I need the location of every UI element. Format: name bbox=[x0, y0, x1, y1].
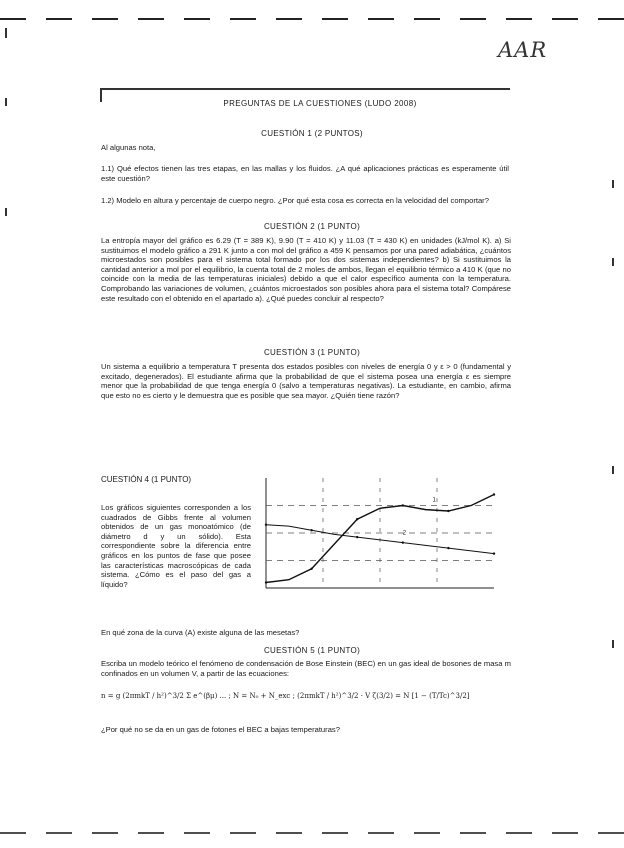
data-point bbox=[402, 541, 404, 543]
series-label-2: 2 bbox=[402, 530, 407, 537]
data-point bbox=[402, 504, 404, 506]
q4-text: Los gráficos siguientes corresponden a los cuadrados de Gibbs frente al volumen obtenidos de un gas monoatómico (de diámetro d y un sólido). Esta correspondiente sobre la diferencia entre gráficos en los puntos de fase que posee las características macroscópicas de cada sistema. ¿Cómo es el paso del gas a líquido? bbox=[101, 503, 251, 589]
q4-heading: CUESTIÓN 4 (1 PUNTO) bbox=[101, 475, 192, 484]
q4-chart bbox=[248, 470, 510, 610]
title-rule bbox=[100, 88, 510, 90]
right-margin-mark bbox=[612, 466, 614, 474]
data-point bbox=[447, 510, 449, 512]
title-bracket bbox=[100, 88, 102, 102]
data-point bbox=[493, 552, 495, 554]
q5-heading: CUESTIÓN 5 (1 PUNTO) bbox=[263, 646, 361, 655]
data-point bbox=[310, 529, 312, 531]
q2-heading: CUESTIÓN 2 (1 PUNTO) bbox=[263, 222, 361, 231]
data-point bbox=[265, 581, 267, 583]
series-label-1: 1 bbox=[432, 497, 436, 504]
document-title: PREGUNTAS DE LA CUESTIONES (LUDO 2008) bbox=[223, 99, 417, 108]
data-point bbox=[265, 524, 267, 526]
q3-text: Un sistema a equilibrio a temperatura T presenta dos estados posibles con niveles de energía 0 y ε > 0 (fundamental y excitado, degenerados). El estudiante afirma que la probabilidad de que el sistema posea una energía ε es siempre menor que la probabilidad de que tenga energía 0 (salvo a temperaturas negativas). La estudiante, en cambio, afirma que esto no es cierto y le demuestra que es posible que sea mayor. ¿Quién tiene razón? bbox=[101, 362, 511, 400]
left-margin-mark bbox=[5, 98, 7, 106]
data-point bbox=[356, 536, 358, 538]
q4-tail: En qué zona de la curva (A) existe alguna de las mesetas? bbox=[101, 628, 300, 637]
q1-part2: 1.2) Modelo en altura y percentaje de cuerpo negro. ¿Por qué esta cosa es correcta en la velocidad del comportar? bbox=[101, 196, 489, 205]
top-dashed-border bbox=[0, 18, 624, 20]
q2-text: La entropía mayor del gráfico es 6.29 (T = 389 K), 9.90 (T = 410 K) y 11.03 (T = 430 K) en unidades (kJ/mol K). a) Si sustituimos el modelo gráfico a 291 K junto a con mol del gráfico a 459 K pensamos por una pared adiabática, ¿cuántos microestados son posibles para el sistema total formado por los dos sistemas independientes? b) Si sustituimos la cantidad anterior a mol por el equilibrio, la cuenta total de 2 moles de ambos, llegan el equilibrio térmico a 410 K (que no coincide con la media de las temperaturas iniciales) debido a que el calor específico aumenta con la temperatura. Comprobando las variaciones de volumen, ¿cuántos microestados son posibles ahora para el sistema total? Compárese este resultado con el obtenido en el apartado a). ¿Qué puedes concluir al respecto? bbox=[101, 236, 511, 303]
right-margin-mark bbox=[612, 258, 614, 266]
data-point bbox=[310, 568, 312, 570]
author-initials: AAR bbox=[498, 38, 548, 62]
bottom-dashed-border bbox=[0, 832, 624, 834]
data-point bbox=[447, 547, 449, 549]
left-margin-mark bbox=[5, 208, 7, 216]
data-point bbox=[356, 518, 358, 520]
q5-text: Escriba un modelo teórico el fenómeno de condensación de Bose Einstein (BEC) en un gas ideal de bosones de masa m confinados en un volumen V, a partir de las ecuaciones: bbox=[101, 659, 511, 678]
q1-heading: CUESTIÓN 1 (2 PUNTOS) bbox=[261, 129, 363, 138]
right-margin-mark bbox=[612, 180, 614, 188]
left-margin-mark bbox=[5, 28, 7, 38]
data-point bbox=[493, 493, 495, 495]
q3-heading: CUESTIÓN 3 (1 PUNTO) bbox=[263, 348, 361, 357]
q1-intro: Al algunas nota, bbox=[101, 143, 156, 152]
q5-formula: n = g (2πmkT / h²)^3/2 Σ e^(βμ) ... ; N = N₀ + N_exc ; (2πmkT / h²)^3/2 · V ζ(3/2) = N [1 − (T/Tc)^3/2] bbox=[101, 692, 470, 700]
q1-part1: 1.1) Qué efectos tienen las tres etapas, en las mallas y los fluidos. ¿A qué aplicaciones prácticas es esperamente útil este cuestión? bbox=[101, 164, 509, 183]
q5-final: ¿Por qué no se da en un gas de fotones el BEC a bajas temperaturas? bbox=[101, 725, 340, 734]
